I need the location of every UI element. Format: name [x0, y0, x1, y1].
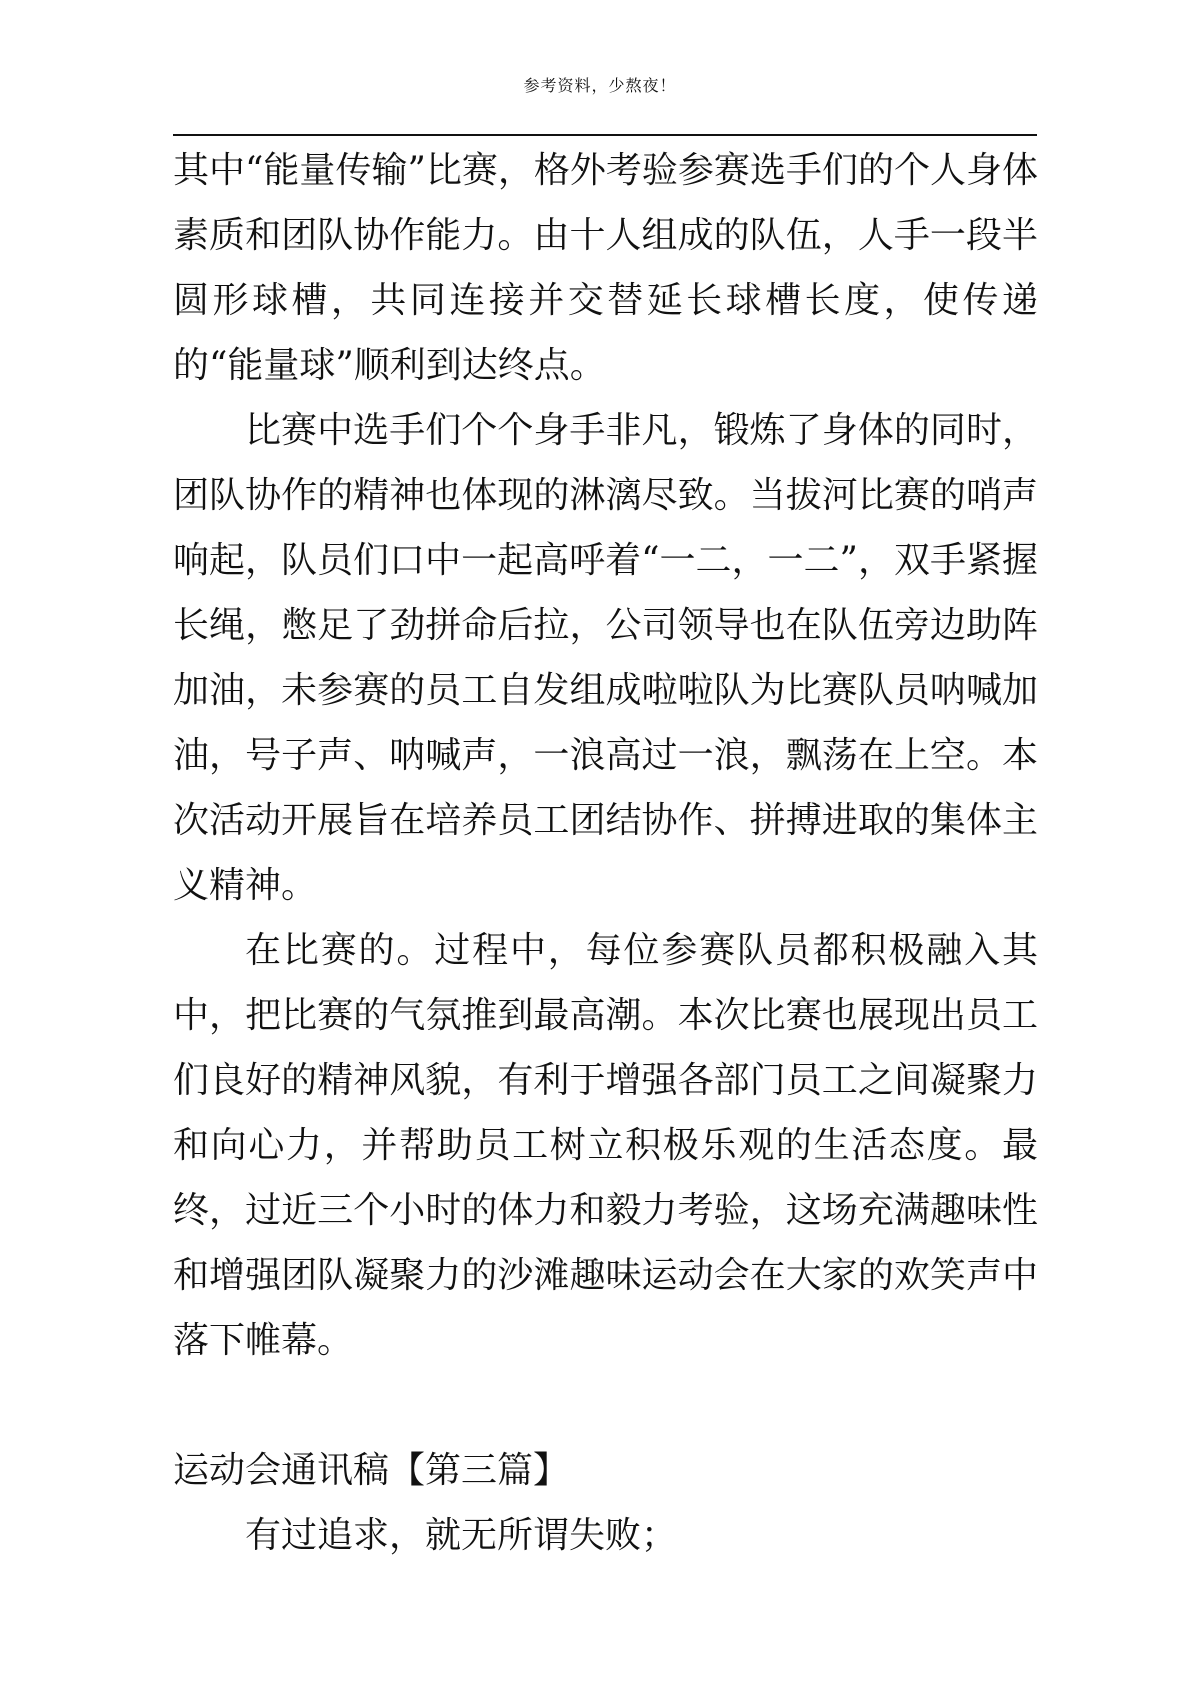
paragraph-4: 有过追求，就无所谓失败； — [245, 1515, 678, 1556]
paragraph-2: 比赛中选手们个个身手非凡，锻炼了身体的同时，团队协作的精神也体现的淋漓尽致。当拔河比赛的哨声响起，队员们口中一起高呼着“一二，一二”，双手紧握长绳，憋足了劲拼命后拉，公司领导也在队伍旁边助阵加油，未参赛的员工自发组成啦啦队为比赛队员呐喊加油，号子声、呐喊声，一浪高过一浪，飘荡在上空。本次活动开展旨在培养员工团结协作、拼搏进取的集体主义精神。 — [173, 410, 1038, 906]
section-title: 运动会通讯稿【第三篇】 — [173, 1450, 570, 1491]
paragraph-1: 其中“能量传输”比赛，格外考验参赛选手们的个人身体素质和团队协作能力。由十人组成的队伍，人手一段半圆形球槽，共同连接并交替延长球槽长度，使传递的“能量球”顺利到达终点。 — [173, 150, 1038, 386]
document-body — [173, 138, 1038, 1568]
blank-line — [173, 1373, 1038, 1438]
header-divider — [173, 134, 1037, 136]
page-header: 参考资料，少熬夜！ — [523, 76, 677, 95]
paragraph-3: 在比赛的。过程中，每位参赛队员都积极融入其中，把比赛的气氛推到最高潮。本次比赛也展现出员工们良好的精神风貌，有利于增强各部门员工之间凝聚力和向心力，并帮助员工树立积极乐观的生活态度。最终，过近三个小时的体力和毅力考验，这场充满趣味性和增强团队凝聚力的沙滩趣味运动会在大家的欢笑声中落下帷幕。 — [173, 930, 1038, 1361]
